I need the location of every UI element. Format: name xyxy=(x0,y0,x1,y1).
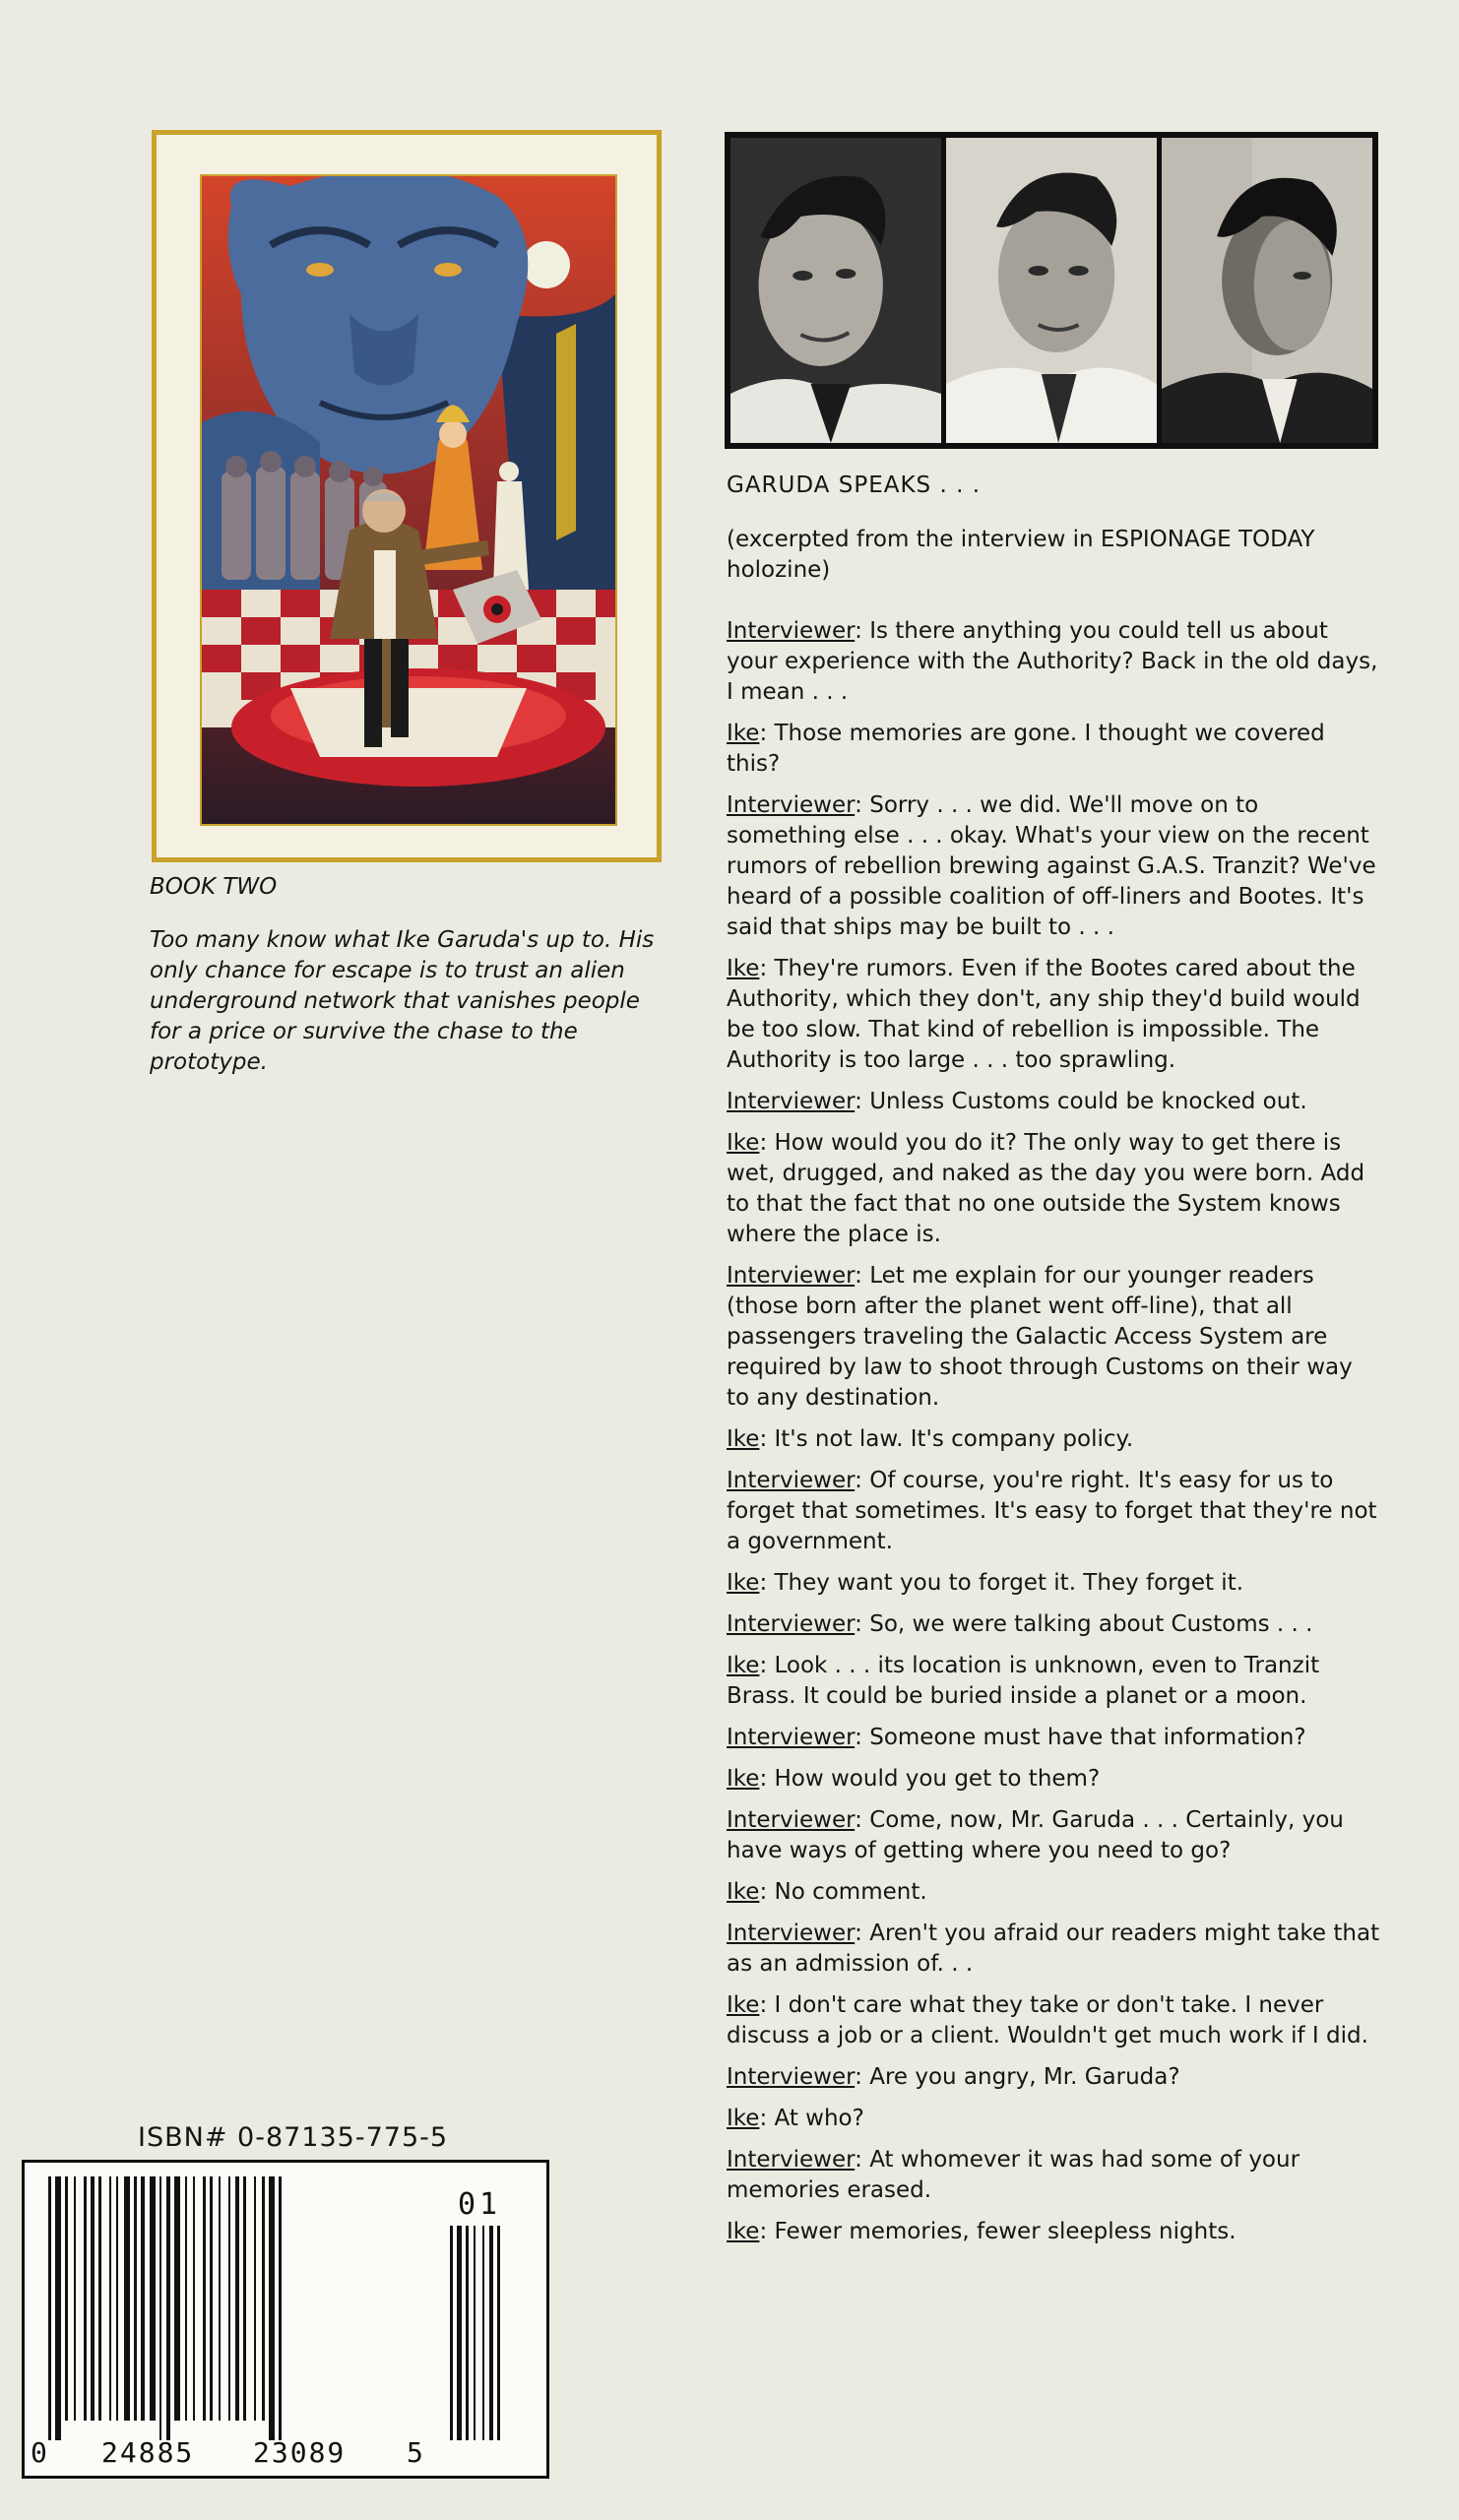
dialogue-line xyxy=(727,2217,1380,2247)
barcode-addon-digits: 01 xyxy=(458,2187,502,2222)
portrait-photo xyxy=(1162,138,1372,443)
speaker-label: Ike xyxy=(727,1766,760,1792)
speaker-label: Interviewer xyxy=(727,1263,856,1289)
barcode-bar xyxy=(65,2176,68,2421)
dialogue-text: : Look . . . its location is unknown, even to Tranzit Brass. It could be buried inside a planet or a moon. xyxy=(727,1653,1320,1709)
barcode-addon-bar xyxy=(497,2226,500,2440)
barcode-bar xyxy=(243,2176,246,2421)
dialogue-line xyxy=(727,1877,1380,1908)
dialogue-text: : At who? xyxy=(759,2106,864,2131)
barcode-graphic xyxy=(25,2163,546,2476)
speaker-label: Interviewer xyxy=(727,618,856,644)
speaker-label: Interviewer xyxy=(727,2064,856,2090)
dialogue-line xyxy=(727,2104,1380,2134)
speaker-label: Interviewer xyxy=(727,1725,856,1750)
speaker-label: Interviewer xyxy=(727,1089,856,1114)
dialogue-text: : Aren't you afraid our readers might take that as an admission of. . . xyxy=(727,1921,1380,1977)
dialogue-text: : They're rumors. Even if the Bootes cared about the Authority, which they don't, any ship they'd build would be too slow. That kind of rebellion is impossible. The Authority is too large . . . too sprawling. xyxy=(727,956,1361,1073)
barcode-bar xyxy=(116,2176,118,2421)
barcode-bar xyxy=(185,2176,187,2421)
barcode-addon-bar xyxy=(482,2226,484,2440)
barcode-bar xyxy=(134,2176,137,2421)
dialogue-text: : How would you get to them? xyxy=(759,1766,1101,1792)
dialogue-line xyxy=(727,719,1380,780)
speaker-label: Ike xyxy=(727,721,760,746)
barcode-bar xyxy=(210,2176,213,2421)
barcode-addon-bars xyxy=(450,2226,500,2440)
dialogue-text: : Is there anything you could tell us about your experience with the Authority? Back in the old days, I mean . . . xyxy=(727,618,1378,705)
dialogue-text: : Unless Customs could be knocked out. xyxy=(855,1089,1307,1114)
speaker-label: Ike xyxy=(727,1426,760,1452)
dialogue-text: : Sorry . . . we did. We'll move on to something else . . . okay. What's your view on the recent rumors of rebellion brewing against G.A.S. Tranzit? We've heard of a possible coalition of off-liners and Bootes. It's said that ships may be built to . . . xyxy=(727,792,1376,940)
barcode-bar xyxy=(174,2176,180,2421)
barcode xyxy=(22,2160,549,2479)
speaker-label: Ike xyxy=(727,1130,760,1156)
dialogue-line xyxy=(727,1723,1380,1753)
barcode-digit-right: 5 xyxy=(407,2436,423,2469)
dialogue-text: : It's not law. It's company policy. xyxy=(759,1426,1134,1452)
speaker-label: Interviewer xyxy=(727,1807,856,1833)
dialogue-line xyxy=(727,1990,1380,2051)
barcode-bar xyxy=(254,2176,256,2421)
dialogue-text: : How would you do it? The only way to get there is wet, drugged, and naked as the day you were born. Add to that the fact that no one outside the System knows where the place is. xyxy=(727,1130,1365,1247)
dialogue-line xyxy=(727,1568,1380,1599)
barcode-bar xyxy=(262,2176,265,2421)
speaker-label: Interviewer xyxy=(727,792,856,818)
portrait-photo xyxy=(730,138,941,443)
photo-strip xyxy=(725,132,1378,449)
book-caption-title: BOOK TWO xyxy=(150,874,278,900)
barcode-bar xyxy=(84,2176,87,2421)
speaker-label: Interviewer xyxy=(727,2147,856,2173)
barcode-bar xyxy=(98,2176,101,2421)
dialogue-line xyxy=(727,1261,1380,1414)
barcode-bar xyxy=(269,2176,275,2440)
dialogue-text: : Someone must have that information? xyxy=(855,1725,1306,1750)
dialogue-text: : Are you angry, Mr. Garuda? xyxy=(855,2064,1180,2090)
dialogue-text: : At whomever it was had some of your memories erased. xyxy=(727,2147,1300,2203)
barcode-bar xyxy=(203,2176,206,2421)
barcode-bar xyxy=(91,2176,95,2421)
cover-illustration xyxy=(200,174,617,826)
dialogue-line xyxy=(727,616,1380,708)
article-excerpt-note: (excerpted from the interview in ESPIONAGE TODAY holozine) xyxy=(727,527,1315,583)
cover-frame xyxy=(152,130,662,862)
barcode-bar xyxy=(55,2176,61,2440)
dialogue-text: : Let me explain for our younger readers (those born after the planet went off-line), that all passengers traveling the Galactic Access System are required by law to shoot through Customs on their way to any destination. xyxy=(727,1263,1353,1411)
barcode-digit-left: 0 xyxy=(31,2436,47,2469)
dialogue-line xyxy=(727,1651,1380,1712)
barcode-addon-bar xyxy=(457,2226,462,2440)
barcode-bar xyxy=(279,2176,282,2440)
barcode-bar xyxy=(74,2176,76,2421)
barcode-bar xyxy=(124,2176,130,2421)
dialogue-line xyxy=(727,1087,1380,1117)
dialogue-text: : No comment. xyxy=(759,1879,927,1905)
barcode-bar xyxy=(166,2176,170,2440)
dialogue-line xyxy=(727,790,1380,943)
speaker-label: Interviewer xyxy=(727,1611,856,1637)
barcode-bar xyxy=(235,2176,239,2421)
dialogue-line xyxy=(727,1466,1380,1557)
speaker-label: Interviewer xyxy=(727,1921,856,1946)
barcode-addon-bar xyxy=(466,2226,469,2440)
dialogue-text: : Fewer memories, fewer sleepless nights. xyxy=(759,2219,1237,2244)
speaker-label: Ike xyxy=(727,2106,760,2131)
barcode-bar xyxy=(159,2176,161,2440)
dialogue-text: : Those memories are gone. I thought we covered this? xyxy=(727,721,1325,777)
barcode-addon-bar xyxy=(450,2226,453,2440)
dialogue-line xyxy=(727,2145,1380,2206)
book-caption-blurb: Too many know what Ike Garuda's up to. His only chance for escape is to trust an alien underground network that vanishes people for a price or survive the chase to the prototype. xyxy=(150,927,655,1075)
speaker-label: Ike xyxy=(727,1570,760,1596)
dialogue-text: : So, we were talking about Customs . . . xyxy=(855,1611,1313,1637)
barcode-addon-bar xyxy=(489,2226,493,2440)
dialogue-text: : I don't care what they take or don't take. I never discuss a job or a client. Wouldn't get much work if I did. xyxy=(727,1992,1368,2048)
dialogue-line xyxy=(727,1764,1380,1795)
interview-dialogue xyxy=(727,616,1380,2258)
barcode-bar xyxy=(141,2176,145,2421)
barcode-bars xyxy=(48,2176,282,2440)
dialogue-line xyxy=(727,1424,1380,1455)
barcode-bar xyxy=(219,2176,221,2421)
barcode-bar xyxy=(150,2176,156,2421)
cover-illustration-svg xyxy=(202,176,615,824)
barcode-bar xyxy=(48,2176,51,2440)
barcode-bar xyxy=(193,2176,195,2421)
isbn-number: ISBN# 0-87135-775-5 xyxy=(138,2122,449,2153)
speaker-label: Ike xyxy=(727,956,760,981)
barcode-addon-bar xyxy=(474,2226,476,2440)
dialogue-line xyxy=(727,954,1380,1076)
speaker-label: Ike xyxy=(727,1879,760,1905)
barcode-group-2: 23089 xyxy=(253,2436,347,2469)
dialogue-line xyxy=(727,1609,1380,1640)
speaker-label: Ike xyxy=(727,1992,760,2018)
article-heading: GARUDA SPEAKS . . . xyxy=(727,472,982,498)
barcode-bar xyxy=(109,2176,111,2421)
dialogue-line xyxy=(727,1919,1380,1980)
speaker-label: Interviewer xyxy=(727,1468,856,1493)
dialogue-line xyxy=(727,1128,1380,1250)
barcode-group-1: 24885 xyxy=(101,2436,195,2469)
dialogue-line xyxy=(727,1805,1380,1866)
speaker-label: Ike xyxy=(727,2219,760,2244)
dialogue-text: : Come, now, Mr. Garuda . . . Certainly, you have ways of getting where you need to go? xyxy=(727,1807,1344,1863)
dialogue-line xyxy=(727,2062,1380,2093)
speaker-label: Ike xyxy=(727,1653,760,1678)
dialogue-text: : They want you to forget it. They forget it. xyxy=(759,1570,1244,1596)
portrait-photo xyxy=(946,138,1157,443)
dialogue-text: : Of course, you're right. It's easy for us to forget that sometimes. It's easy to forget that they're not a government. xyxy=(727,1468,1377,1554)
barcode-bar xyxy=(228,2176,230,2421)
